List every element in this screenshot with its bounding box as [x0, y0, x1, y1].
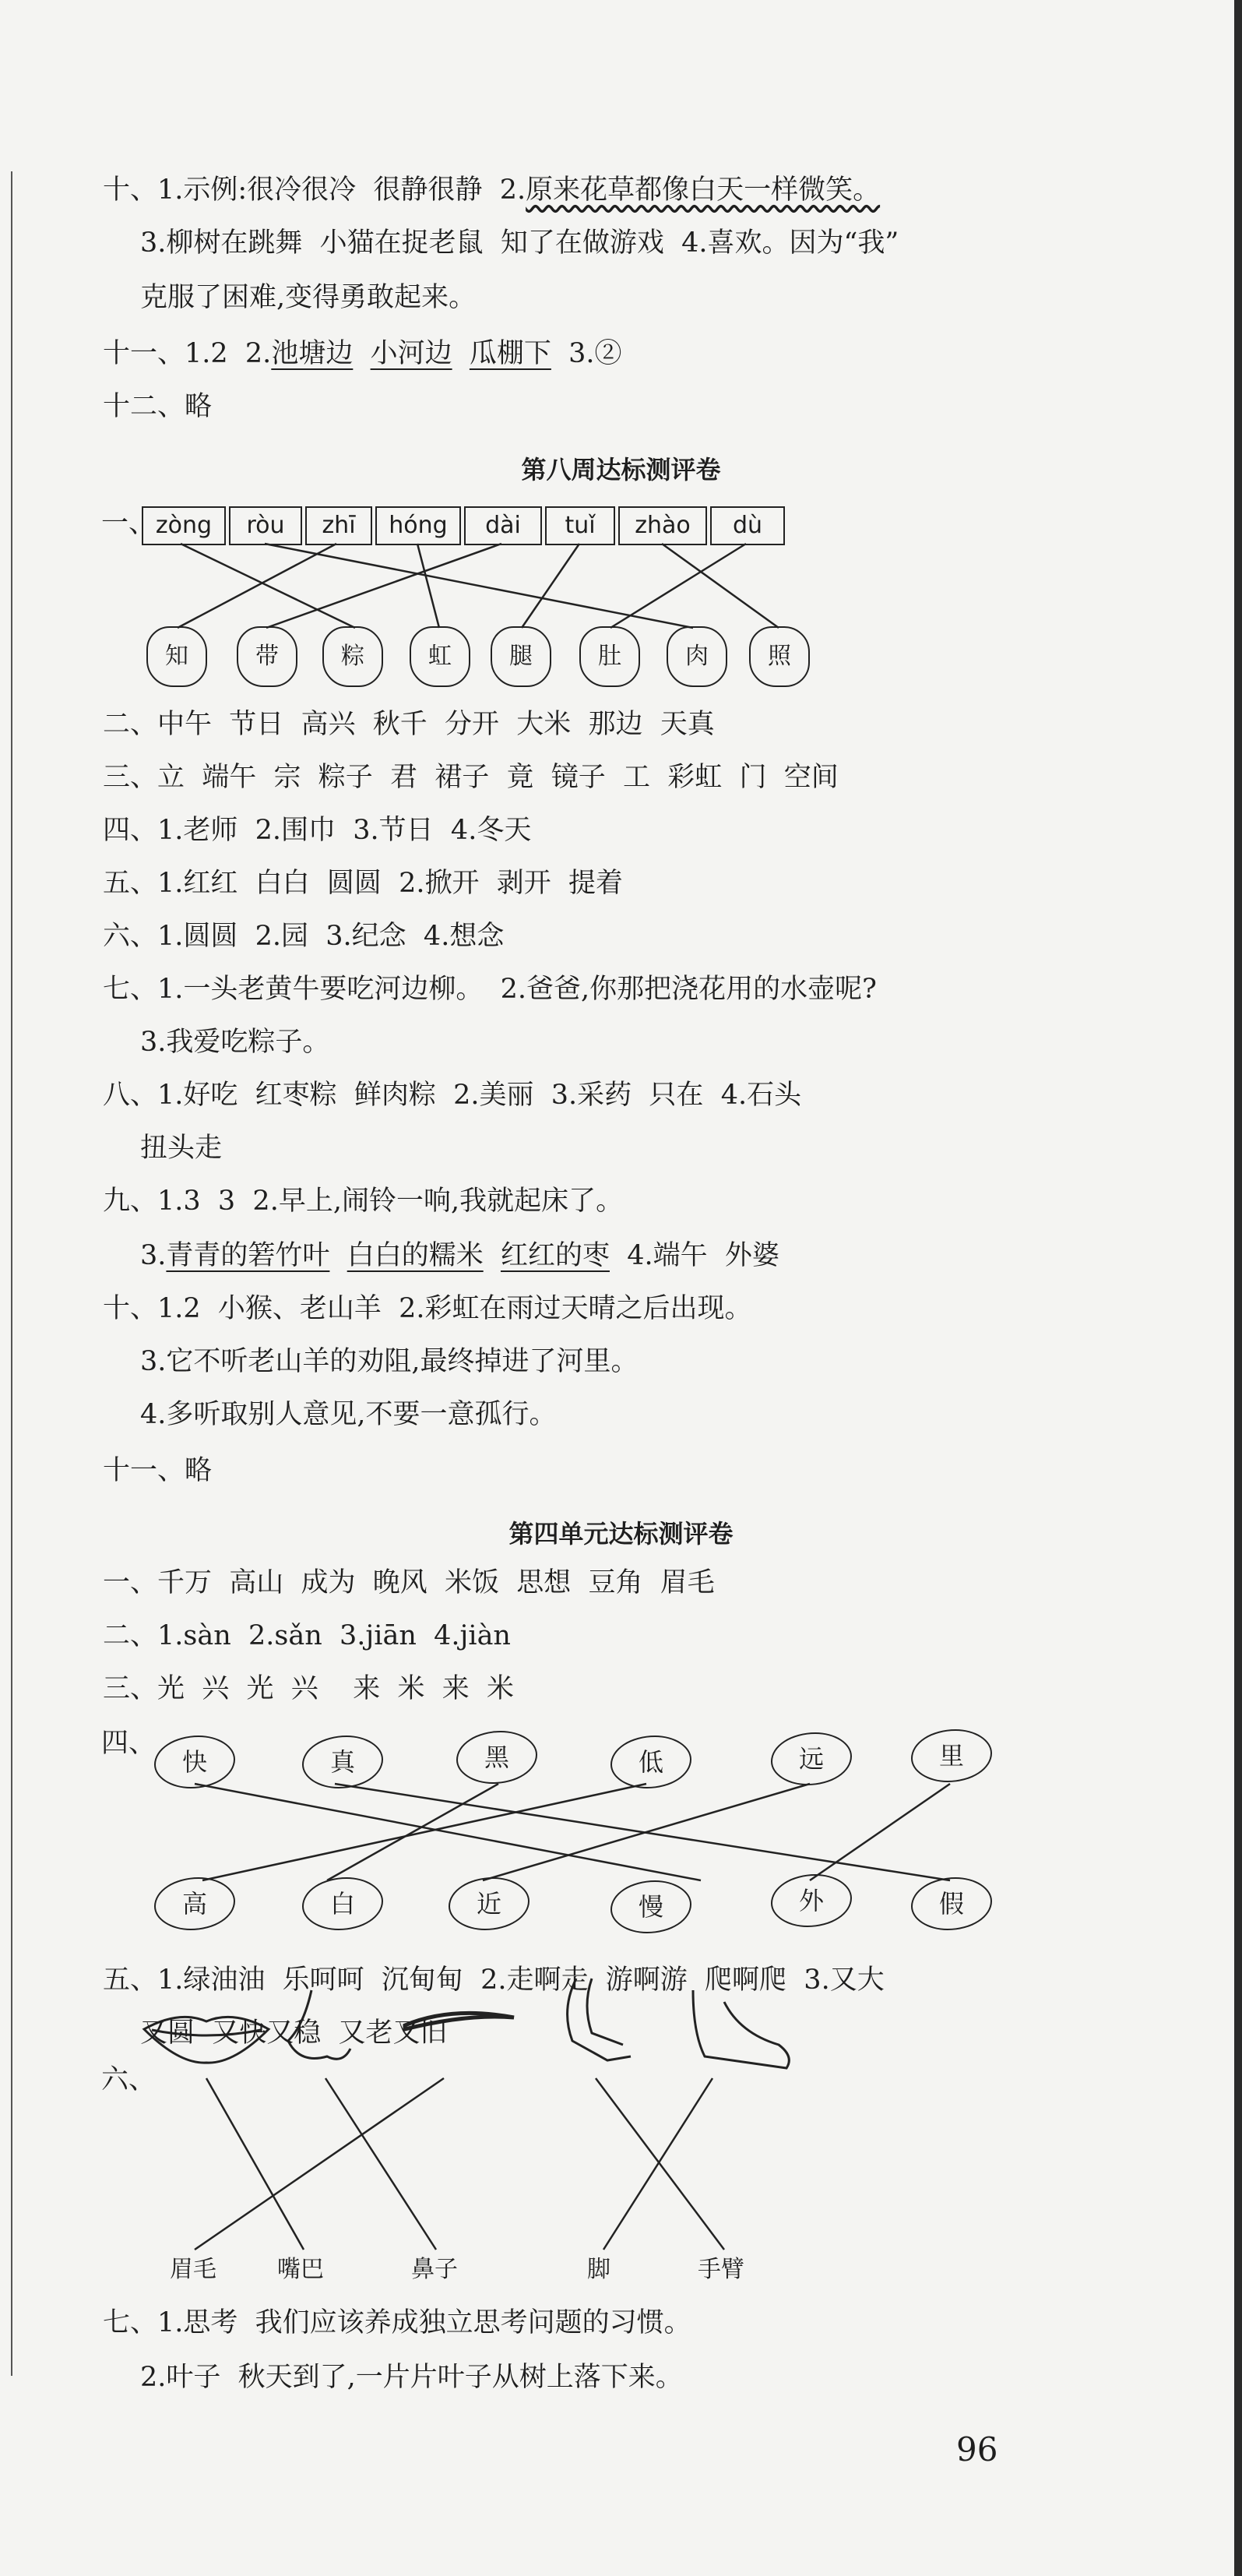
section-title-week8: 第八周达标测评卷 — [521, 455, 721, 485]
body-label: 鼻子 — [411, 2256, 458, 2283]
answer-line: 二、中午 节日 高兴 秋千 分开 大米 那边 天真 — [103, 709, 715, 740]
question-number: 一、 — [101, 508, 157, 539]
answer-line: 七、1.一头老黄牛要吃河边柳。 2.爸爸,你那把浇花用的水壶呢? — [103, 974, 877, 1005]
question-number: 四、 — [101, 1728, 157, 1759]
answer-line: 三、光 兴 光 兴 来 米 来 米 — [103, 1673, 515, 1704]
pinyin-box: ròu — [229, 506, 302, 545]
body-label: 脚 — [587, 2256, 610, 2283]
flower-char: 带 — [237, 626, 297, 687]
answer-line: 又圆 又快又稳 又老又旧 — [140, 2017, 448, 2049]
answer-line: 五、1.绿油油 乐呵呵 沉甸甸 2.走啊走 游啊游 爬啊爬 3.又大 — [103, 1965, 885, 1996]
answer-line: 八、1.好吃 红枣粽 鲜肉粽 2.美丽 3.采药 只在 4.石头 — [103, 1080, 802, 1111]
flower-char: 照 — [749, 626, 810, 687]
flower-char: 肉 — [667, 626, 727, 687]
pinyin-box: tuǐ — [545, 506, 615, 545]
flower-char: 知 — [146, 626, 207, 687]
body-label: 嘴巴 — [277, 2256, 324, 2283]
pinyin-box: zhī — [305, 506, 372, 545]
flower-char: 腿 — [491, 626, 551, 687]
pinyin-box: dài — [464, 506, 542, 545]
answer-line: 3.柳树在跳舞 小猫在捉老鼠 知了在做游戏 4.喜欢。因为“我” — [140, 227, 899, 259]
leaf-char: 里 — [911, 1729, 992, 1782]
pinyin-box: zòng — [142, 506, 226, 545]
pinyin-box: dù — [710, 506, 785, 545]
answer-line: 2.叶子 秋天到了,一片片叶子从树上落下来。 — [140, 2362, 683, 2393]
body-label: 手臂 — [698, 2256, 744, 2283]
pinyin-box: hóng — [375, 506, 461, 545]
question-number: 六、 — [101, 2064, 157, 2095]
leaf-char: 真 — [302, 1736, 383, 1788]
answer-line-10: 十、1.示例:很冷很冷 很静很静 2.原来花草都像白天一样微笑。 — [103, 174, 881, 206]
leaf-char: 黑 — [456, 1731, 537, 1784]
answer-line: 扭头走 — [140, 1133, 223, 1164]
answer-line: 三、立 端午 宗 粽子 君 裙子 竟 镜子 工 彩虹 门 空间 — [103, 762, 839, 793]
leaf-char: 近 — [449, 1877, 530, 1930]
section-title-unit4: 第四单元达标测评卷 — [508, 1519, 734, 1549]
answer-line-11: 十一、1.2 2.池塘边 小河边 瓜棚下 3.② — [103, 338, 622, 369]
answer-line: 十、1.2 小猴、老山羊 2.彩虹在雨过天晴之后出现。 — [103, 1293, 752, 1324]
body-label: 眉毛 — [170, 2256, 216, 2283]
answer-line: 七、1.思考 我们应该养成独立思考问题的习惯。 — [103, 2307, 691, 2338]
leaf-char: 假 — [911, 1877, 992, 1930]
page-number: 96 — [956, 2430, 998, 2469]
leaf-char: 白 — [302, 1877, 383, 1930]
answer-line: 4.多听取别人意见,不要一意孤行。 — [140, 1399, 557, 1430]
leaf-char: 慢 — [610, 1880, 691, 1933]
leaf-char: 外 — [771, 1874, 852, 1927]
answer-line-12: 十二、略 — [103, 391, 213, 422]
answer-line: 3.它不听老山羊的劝阻,最终掉进了河里。 — [140, 1346, 639, 1377]
answer-line: 克服了困难,变得勇敢起来。 — [140, 282, 477, 313]
answer-line: 3.青青的箬竹叶 白白的糯米 红红的枣 4.端午 外婆 — [140, 1240, 779, 1271]
flower-char: 虹 — [410, 626, 470, 687]
leaf-char: 远 — [771, 1732, 852, 1785]
flower-char: 肚 — [579, 626, 640, 687]
answer-line: 二、1.sàn 2.sǎn 3.jiān 4.jiàn — [103, 1620, 511, 1651]
pinyin-box: zhào — [618, 506, 707, 545]
answer-line: 四、1.老师 2.围巾 3.节日 4.冬天 — [103, 815, 532, 846]
answer-line: 六、1.圆圆 2.园 3.纪念 4.想念 — [103, 921, 505, 952]
answer-line: 3.我爱吃粽子。 — [140, 1027, 330, 1058]
answer-line: 九、1.3 3 2.早上,闹铃一响,我就起床了。 — [103, 1186, 624, 1217]
answer-line: 十一、略 — [103, 1455, 213, 1486]
answer-line: 一、千万 高山 成为 晚风 米饭 思想 豆角 眉毛 — [103, 1567, 715, 1598]
leaf-char: 低 — [610, 1736, 691, 1788]
leaf-char: 快 — [154, 1736, 235, 1788]
answer-line: 五、1.红红 白白 圆圆 2.掀开 剥开 提着 — [103, 868, 624, 899]
leaf-char: 高 — [154, 1877, 235, 1930]
flower-char: 粽 — [322, 626, 383, 687]
